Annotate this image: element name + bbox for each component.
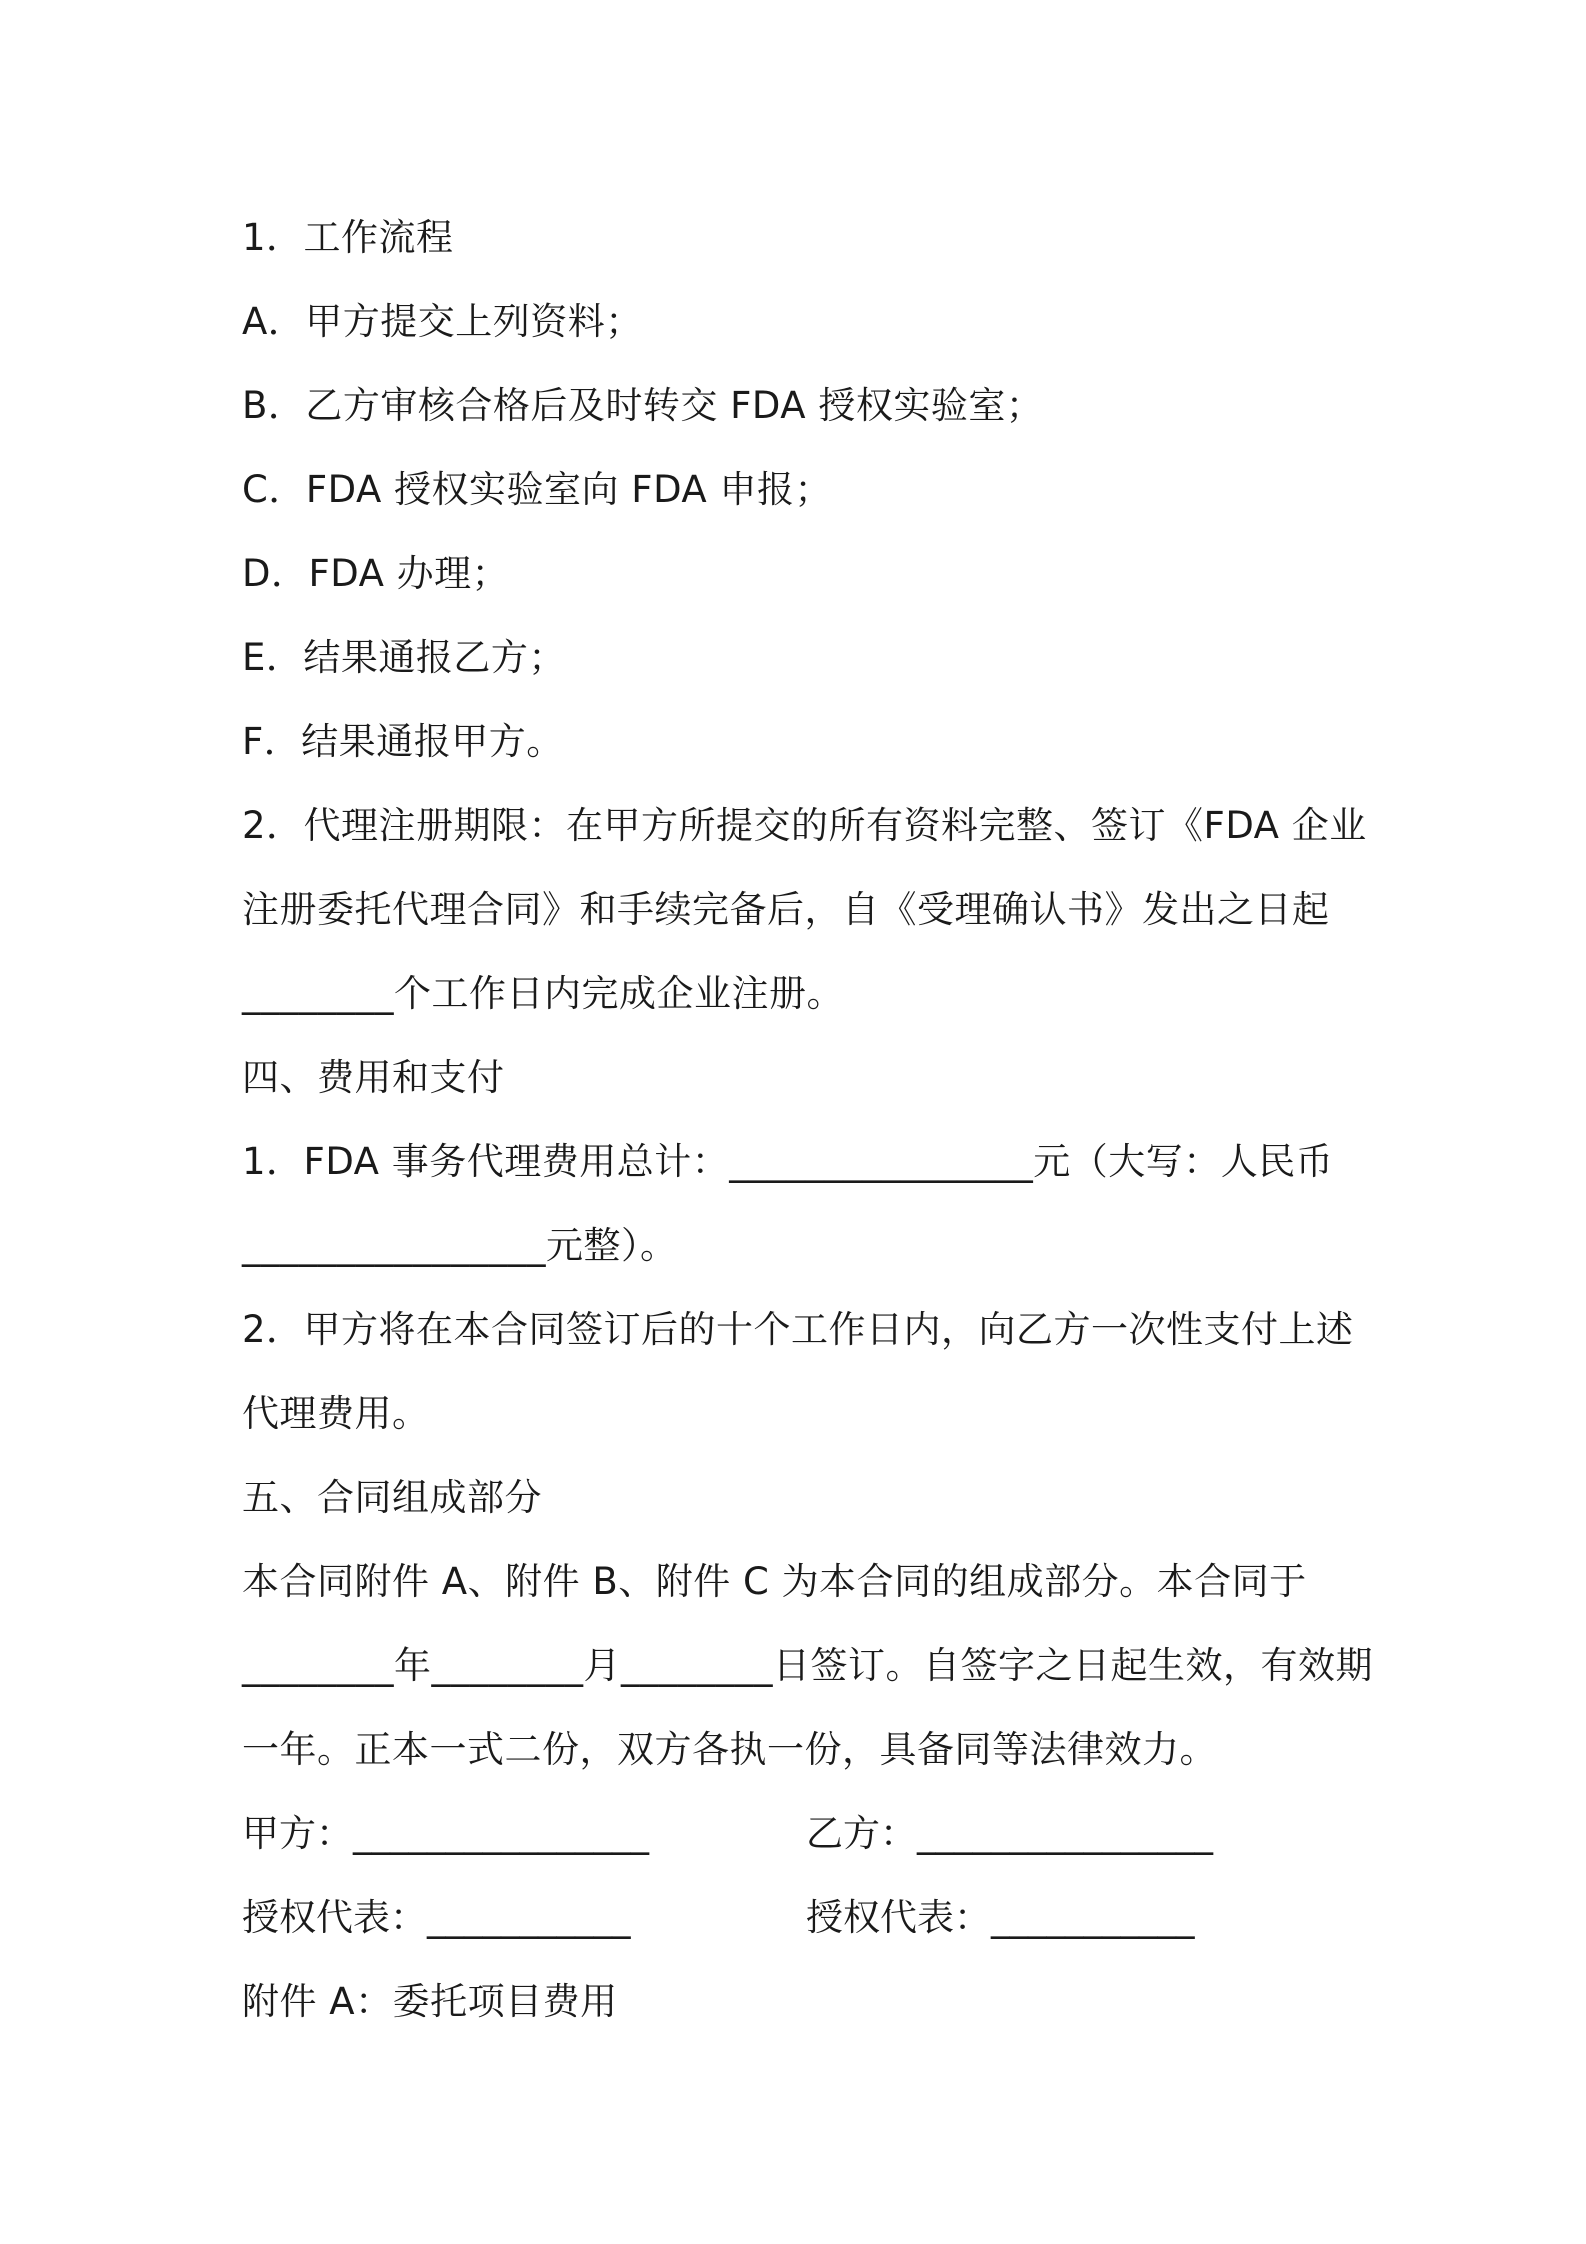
- registration-period-line-1: 2．代理注册期限：在甲方所提交的所有资料完整、签订《FDA 企业: [242, 804, 1367, 847]
- party-b-representative: 授权代表：___________: [806, 1896, 1195, 1939]
- workflow-step-d: D．FDA 办理；: [242, 552, 510, 595]
- contract-parts-line-1: 本合同附件 A、附件 B、附件 C 为本合同的组成部分。本合同于: [242, 1560, 1307, 1603]
- fees-total-line-1: 1．FDA 事务代理费用总计：________________元（大写：人民币: [242, 1140, 1334, 1183]
- workflow-step-a: A．甲方提交上列资料；: [242, 300, 643, 343]
- party-b-signature: 乙方：________________: [806, 1812, 1213, 1855]
- signature-row-representatives: [242, 1876, 1372, 1960]
- party-a-signature: 甲方：________________: [242, 1812, 649, 1855]
- appendix-a-title: 附件 A：委托项目费用: [242, 1980, 618, 2023]
- party-a-representative: 授权代表：___________: [242, 1896, 631, 1939]
- document-page: [242, 196, 1372, 2044]
- workflow-step-f: F．结果通报甲方。: [242, 720, 564, 763]
- workflow-step-e: E．结果通报乙方；: [242, 636, 566, 679]
- registration-period-line-2: 注册委托代理合同》和手续完备后，自《受理确认书》发出之日起: [242, 888, 1330, 931]
- workflow-step-b: B．乙方审核合格后及时转交 FDA 授权实验室；: [242, 384, 1044, 427]
- registration-period-line-3: ________个工作日内完成企业注册。: [242, 972, 844, 1015]
- workflow-step-c: C．FDA 授权实验室向 FDA 申报；: [242, 468, 832, 511]
- payment-terms-line-1: 2．甲方将在本合同签订后的十个工作日内，向乙方一次性支付上述: [242, 1308, 1354, 1351]
- section-heading-contract-parts: 五、合同组成部分: [242, 1476, 542, 1519]
- section-heading-workflow: 1．工作流程: [242, 216, 454, 259]
- section-heading-fees: 四、费用和支付: [242, 1056, 505, 1099]
- contract-parts-line-3: 一年。正本一式二份，双方各执一份，具备同等法律效力。: [242, 1728, 1217, 1771]
- signature-row-parties: [242, 1792, 1372, 1876]
- payment-terms-line-2: 代理费用。: [242, 1392, 430, 1435]
- contract-parts-line-2: ________年________月________日签订。自签字之日起生效，有效期: [242, 1644, 1373, 1687]
- fees-total-line-2: ________________元整）。: [242, 1224, 678, 1267]
